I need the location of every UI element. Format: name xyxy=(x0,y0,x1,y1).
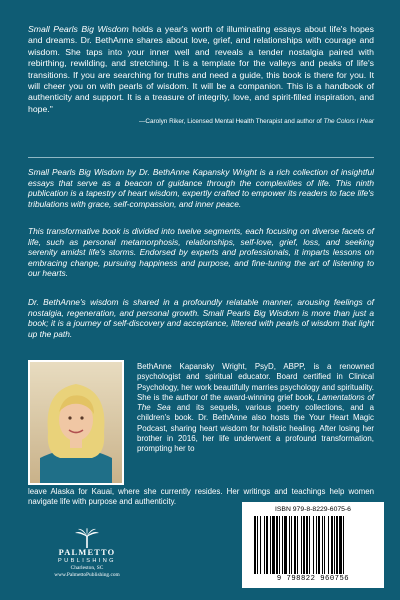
description-paragraph-1 xyxy=(28,167,374,209)
endorsement-body: holds a year's worth of illuminating essays about life's hopes and dreams. Dr. BethAnne shares about love, grief, and relationships with courage and wisdom. She taps into your inner well and reveals a tender nostalgia paired with rebirthing, rewilding, and stretching. It is a template for the valleys and peaks of life's transitions. If you are searching for truths and need a guide, this book is there for you. It will cheer you on with pearls of wisdom. It will be a companion. This is a handbook of authenticity and support. It is a treasure of integrity, love, and spirit-filled inspiration, and hope." xyxy=(28,24,374,114)
description-paragraph-3 xyxy=(28,297,374,339)
description-paragraph-2 xyxy=(28,226,374,279)
divider xyxy=(28,157,374,158)
bio-book-title: Lamentations of The Sea xyxy=(137,392,375,413)
publisher-name: PALMETTO xyxy=(58,548,116,557)
paragraph-text: This transformative book is divided into twelve segments, each focusing on diverse facets of life, such as personal metamorphosis, relationships, self-love, grief, loss, and seeking serenity amidst life's storms. Endorsed by experts and professionals, it imparts lessons on embracing change, pursuing happiness and purpose, and fine-tuning the art of listening to our hearts. xyxy=(28,226,374,279)
bio-part-1: BethAnne Kapansky Wright, PsyD, ABPP, is a renowned psychologist and spiritual educator. Board certified in Clinical Psychology, her work beautifully marries psychology and spirituality. She is the author of the award-winning grief book, xyxy=(137,362,374,402)
isbn-label: ISBN 979-8-8229-6075-6 xyxy=(275,506,351,513)
bio-part-2: and its sequels, various poetry collections, and a children's book. Dr. BethAnne also hosts the Your Heart Magic Podcast, sharing heart wisdom for holistic healing. After losing her brother in 2016, her life underwent a profound transformation, prompting her to xyxy=(137,403,374,454)
attribution-book-title: The Colors I Hear xyxy=(323,118,374,126)
bio-text xyxy=(137,362,374,455)
bio-continued-text: leave Alaska for Kauai, where she currently resides. Her writings and teachings help women navigate life with purpose and authenticity. xyxy=(28,487,374,507)
endorsement-text xyxy=(28,24,374,115)
publisher-subtitle: PUBLISHING xyxy=(58,558,116,564)
author-portrait-image xyxy=(30,362,122,483)
author-photo xyxy=(28,360,124,485)
publisher-url: www.PalmettoPublishing.com xyxy=(54,572,120,578)
author-bio xyxy=(137,362,374,455)
isbn-barcode-box xyxy=(242,502,384,588)
publisher-city: Charleston, SC xyxy=(70,565,104,571)
endorsement-book-title: Small Pearls Big Wisdom xyxy=(28,24,129,34)
paragraph-text: Dr. BethAnne's wisdom is shared in a profoundly relatable manner, arousing feelings of nostalgia, regeneration, and personal growth. Small Pearls Big Wisdom is more than just a book; it is a journey of self-discovery and acceptance, littered with pearls of wisdom that light up the path. xyxy=(28,297,374,339)
barcode-digits: 9 798822 960756 xyxy=(276,575,350,583)
paragraph-text: Small Pearls Big Wisdom by Dr. BethAnne Kapansky Wright is a rich collection of insightful essays that serve as a beacon of guidance through the complexities of life. This ninth publication is a tapestry of heart wisdom, expertly crafted to empower its readers to face life's tribulations with grace, self-compassion, and inner peace. xyxy=(28,167,374,209)
endorsement-attribution xyxy=(28,118,374,126)
palmetto-tree-icon xyxy=(74,528,100,548)
publisher-logo xyxy=(32,528,142,590)
endorsement-blurb xyxy=(28,24,374,126)
attribution-text: —Carolyn Riker, Licensed Mental Health Therapist and author of xyxy=(138,118,324,126)
